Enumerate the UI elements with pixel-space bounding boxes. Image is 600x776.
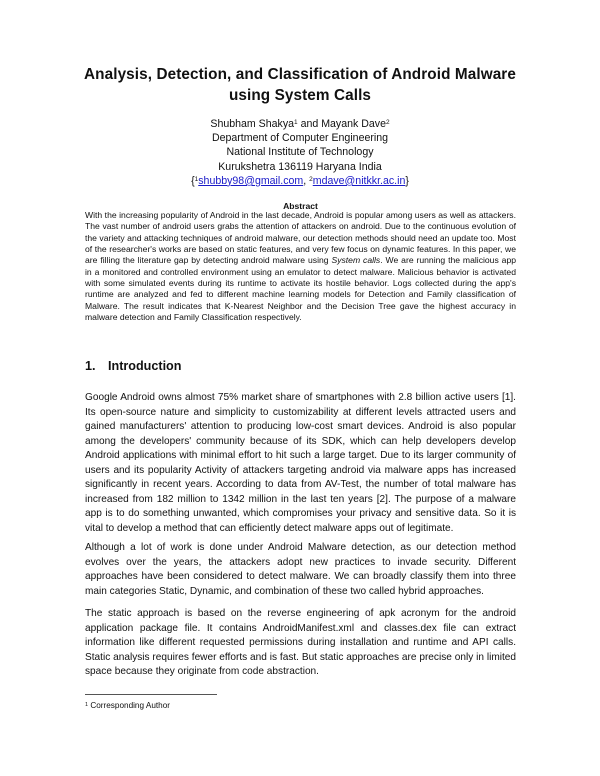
footnote [85,700,170,711]
body-paragraph-2: Although a lot of work is done under Android Malware detection, as our detection method evolves over the years, the attackers adopt new practices to invade security. Different approaches have been considered to detect malware. We can broadly classify them into three main categories Static, Dynamic, and combination of these two called hybrid approaches. [85,542,516,597]
section-title: Introduction [108,359,182,373]
email-brace-close: } [405,174,409,187]
author-conjunction: and [297,118,322,130]
author-2-mark: 2 [385,119,390,126]
author-1-mark: 1 [294,119,298,126]
abstract-heading: Abstract [283,201,318,211]
title-line-2: using System Calls [228,87,372,104]
abstract-text [85,210,516,323]
email-link-2[interactable]: mdave@nitkkr.ac.in [312,174,406,187]
abstract-italic-term: System calls [331,255,381,266]
abstract-text-part-2: . We are running the malicious app in a monitored and controlled environment using an emulator to detect malware. Malicious behavior is activated with some simulated events during its runtime to activate its hostile behavior. Logs collected during the app's runtime are analyzed and fed to different machine learning models for Detection and Family classification of Malware. The result indicates that K-Nearest Neighbor and the Decision Tree gave the highest accuracy in malware detection and Family Classification respectively. [85,255,517,323]
body-paragraph-3: The static approach is based on the reverse engineering of apk acronym for the android application package file. It contains AndroidManifest.xml and classes.dex file can extract information like different requested permissions during installation and runtime and API calls. Static analysis requires fewer efforts and is fast. But static approaches are precise only in limited space because they originate from code abstraction. [85,608,516,678]
email-link-1[interactable]: shubby98@gmail.com [198,174,304,187]
email-2-mark: 2 [309,175,313,183]
author-block [60,117,540,188]
footnote-mark: 1 [85,702,89,708]
author-department: Department of Computer Engineering [211,132,389,145]
section-number: 1. [85,359,96,373]
footnote-text: Corresponding Author [88,701,170,710]
footnote-divider [85,694,217,695]
body-paragraph-1: Google Android owns almost 75% market share of smartphones with 2.8 billion active users [1]. Its open-source nature and simplicity to customizability at different levels attracted users and gained manufacturers' attention to producing low-cost smart devices. Android is also popular among the developers' community because of its SDK, which can help developers develop Android applications with minimal effort to hit such a large target. Due to its larger community of users and its popularity Activity of attackers targeting android via malware apps has increased significantly in recent years. According to data from AV-Test, the number of total malware has increased from 182 million to 1342 million in the last ten years [2]. The purpose of a malware app is to do something unwanted, which compromises your privacy and sensitive data. So it is vital to develop a method that can efficiently detect malware apps out of legitimate. [85,392,516,534]
author-emails [60,174,540,188]
author-institute: National Institute of Technology [226,146,374,159]
author-names [60,117,540,131]
email-1-mark: 1 [194,175,199,183]
abstract-text-part-1: With the increasing popularity of Android in the last decade, Android is popular among users as well as attackers. The vast number of android users grabs the attention of attackers on android. Due to the continuous evolution of the variety and attacking techniques of android malware, our detection methods should need an update too. Most of the researcher's works are based on static features, and very few focus on dynamic features. In this paper, we are filling the literature gap by detecting android malware using [85,210,516,266]
title-line-1: Analysis, Detection, and Classification of Android Malware [84,66,516,83]
author-1: Shubham Shakya [210,118,295,130]
author-2: Mayank Dave [321,118,386,130]
paper-title [60,64,540,106]
section-heading-introduction [85,358,181,374]
email-separator: , [303,174,310,187]
email-brace-open: { [191,174,195,187]
author-address: Kurukshetra 136119 Haryana India [218,160,382,173]
